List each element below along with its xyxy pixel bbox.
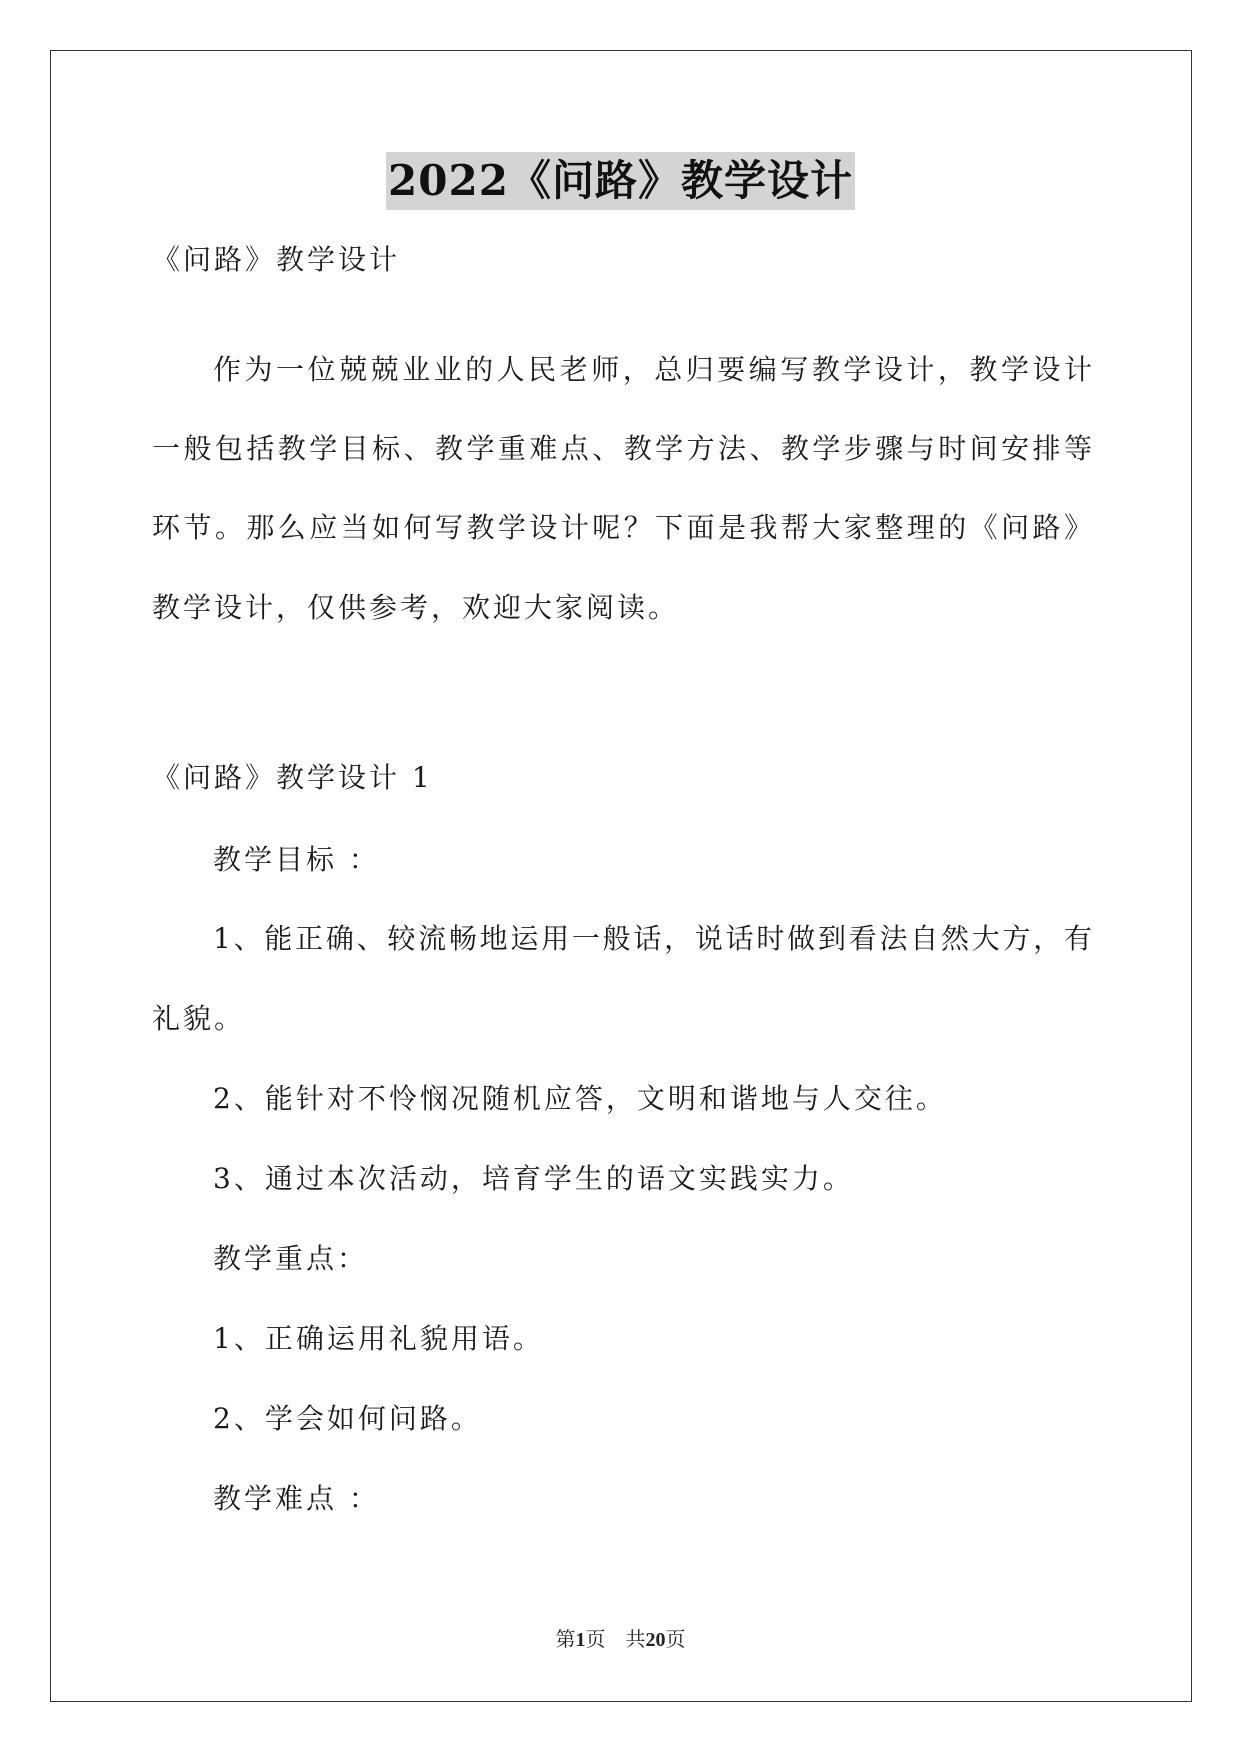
document-title: 2022《问路》教学设计: [386, 152, 855, 210]
section-heading: 《问路》教学设计 1: [152, 761, 433, 794]
page-footer: [0, 1625, 1241, 1654]
paragraph-line: 环节。那么应当如何写教学设计呢？下面是我帮大家整理的《问路》: [152, 511, 1092, 544]
list-item: 1、正确运用礼貌用语。: [213, 1322, 544, 1355]
paragraph-line: 作为一位兢兢业业的人民老师，总归要编写教学设计，教学设计: [213, 353, 1092, 386]
total-prefix: 共: [625, 1627, 646, 1651]
title-container: [0, 152, 1241, 210]
list-item-continuation: 礼貌。: [152, 1002, 246, 1035]
subheading: 教学重点：: [213, 1242, 369, 1275]
paragraph-line: 教学设计，仅供参考，欢迎大家阅读。: [152, 591, 680, 624]
list-item: 3、通过本次活动，培育学生的语文实践实力。: [213, 1162, 854, 1195]
total-suffix: 页: [665, 1627, 686, 1651]
list-item: 2、能针对不怜悯况随机应答，文明和谐地与人交往。: [213, 1082, 947, 1115]
list-item: 2、学会如何问路。: [213, 1402, 482, 1435]
paragraph-line: 一般包括教学目标、教学重难点、教学方法、教学步骤与时间安排等: [152, 432, 1092, 465]
subheading: 教学难点 ：: [213, 1482, 380, 1515]
list-item: 1、能正确、较流畅地运用一般话，说话时做到看法自然大方，有: [213, 922, 1092, 955]
page-number: 1: [575, 1629, 586, 1651]
page-suffix: 页: [585, 1627, 606, 1651]
total-pages: 20: [645, 1629, 666, 1651]
page-prefix: 第: [555, 1627, 576, 1651]
section-heading: 《问路》教学设计: [152, 243, 401, 276]
subheading: 教学目标 ：: [213, 843, 380, 876]
